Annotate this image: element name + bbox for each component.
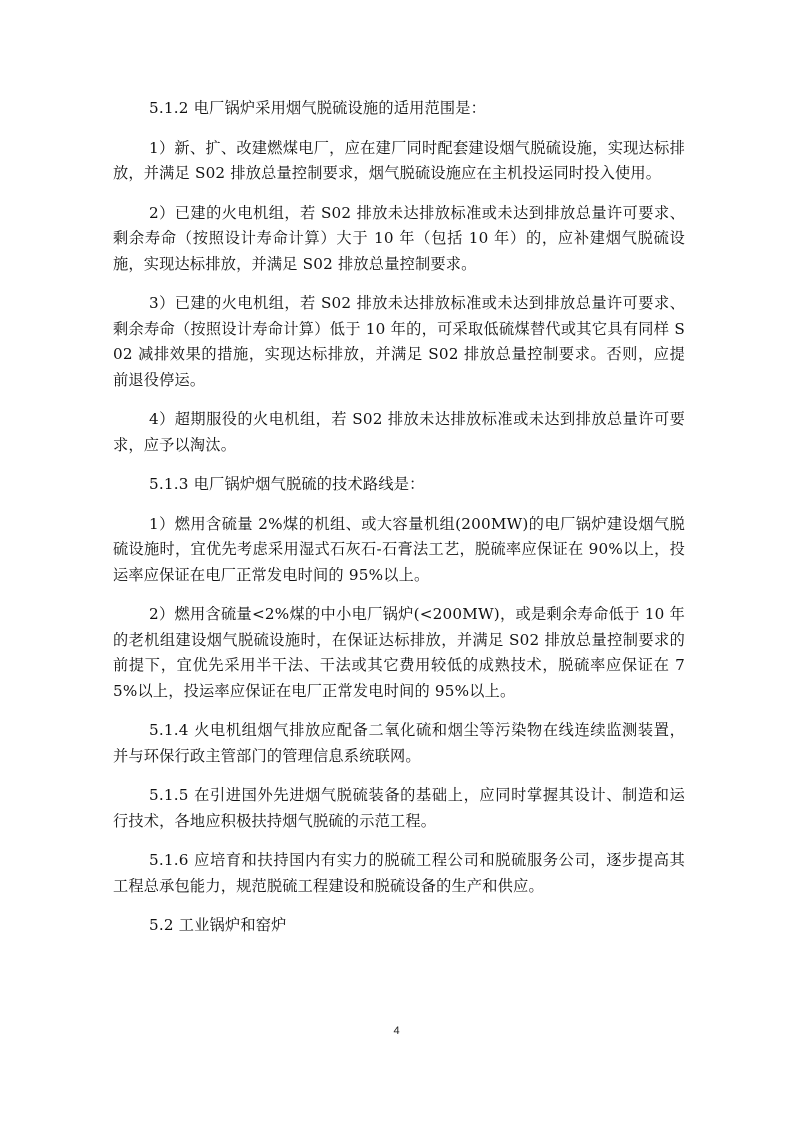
paragraph-5-1-5: 5.1.5 在引进国外先进烟气脱硫装备的基础上，应同时掌握其设计、制造和运行技术，各地应积极扶持烟气脱硫的示范工程。	[113, 786, 685, 830]
paragraph-item-4: 4）超期服役的火电机组，若 S02 排放未达排放标准或未达到排放总量许可要求，应予以淘汰。	[113, 410, 685, 454]
paragraph-item-2: 2）已建的火电机组，若 S02 排放未达排放标准或未达到排放总量许可要求、剩余寿命（按照设计寿命计算）大于 10 年（包括 10 年）的，应补建烟气脱硫设施，实现达标排放，并满足 S02 排放总量控制要求。	[113, 203, 685, 273]
section-heading-5-2: 5.2 工业锅炉和窑炉	[149, 916, 287, 934]
paragraph-item-3: 3）已建的火电机组，若 S02 排放未达排放标准或未达到排放总量许可要求、剩余寿命（按照设计寿命计算）低于 10 年的，可采取低硫煤替代或其它具有同样 S02 减排效果的措施，实现达标排放，并满足 S02 排放总量控制要求。否则，应提前退役停运。	[113, 294, 685, 389]
paragraph-route-1: 1）燃用含硫量 2%煤的机组、或大容量机组(200MW)的电厂锅炉建设烟气脱硫设施时，宜优先考虑采用湿式石灰石-石膏法工艺，脱硫率应保证在 90%以上，投运率应保证在电厂正常发电时间的 95%以上。	[113, 514, 685, 584]
section-heading-5-1-3: 5.1.3 电厂锅炉烟气脱硫的技术路线是：	[149, 475, 425, 493]
paragraph-5-1-4: 5.1.4 火电机组烟气排放应配备二氧化硫和烟尘等污染物在线连续监测装置，并与环保行政主管部门的管理信息系统联网。	[113, 721, 685, 765]
section-heading-5-1-2: 5.1.2 电厂锅炉采用烟气脱硫设施的适用范围是：	[149, 99, 487, 117]
paragraph-item-1: 1）新、扩、改建燃煤电厂，应在建厂同时配套建设烟气脱硫设施，实现达标排放，并满足 S02 排放总量控制要求，烟气脱硫设施应在主机投运同时投入使用。	[113, 138, 685, 182]
page-number: 4	[393, 1025, 400, 1037]
paragraph-route-2: 2）燃用含硫量<2%煤的中小电厂锅炉(<200MW)，或是剩余寿命低于 10 年的老机组建设烟气脱硫设施时，在保证达标排放，并满足 S02 排放总量控制要求的前提下，宜优先采用半干法、干法或其它费用较低的成熟技术，脱硫率应保证在 75%以上，投运率应保证在电厂正常发电时间的 95%以上。	[113, 605, 685, 700]
document-body	[113, 96, 685, 953]
paragraph-5-1-6: 5.1.6 应培育和扶持国内有实力的脱硫工程公司和脱硫服务公司，逐步提高其工程总承包能力，规范脱硫工程建设和脱硫设备的生产和供应。	[113, 851, 685, 895]
